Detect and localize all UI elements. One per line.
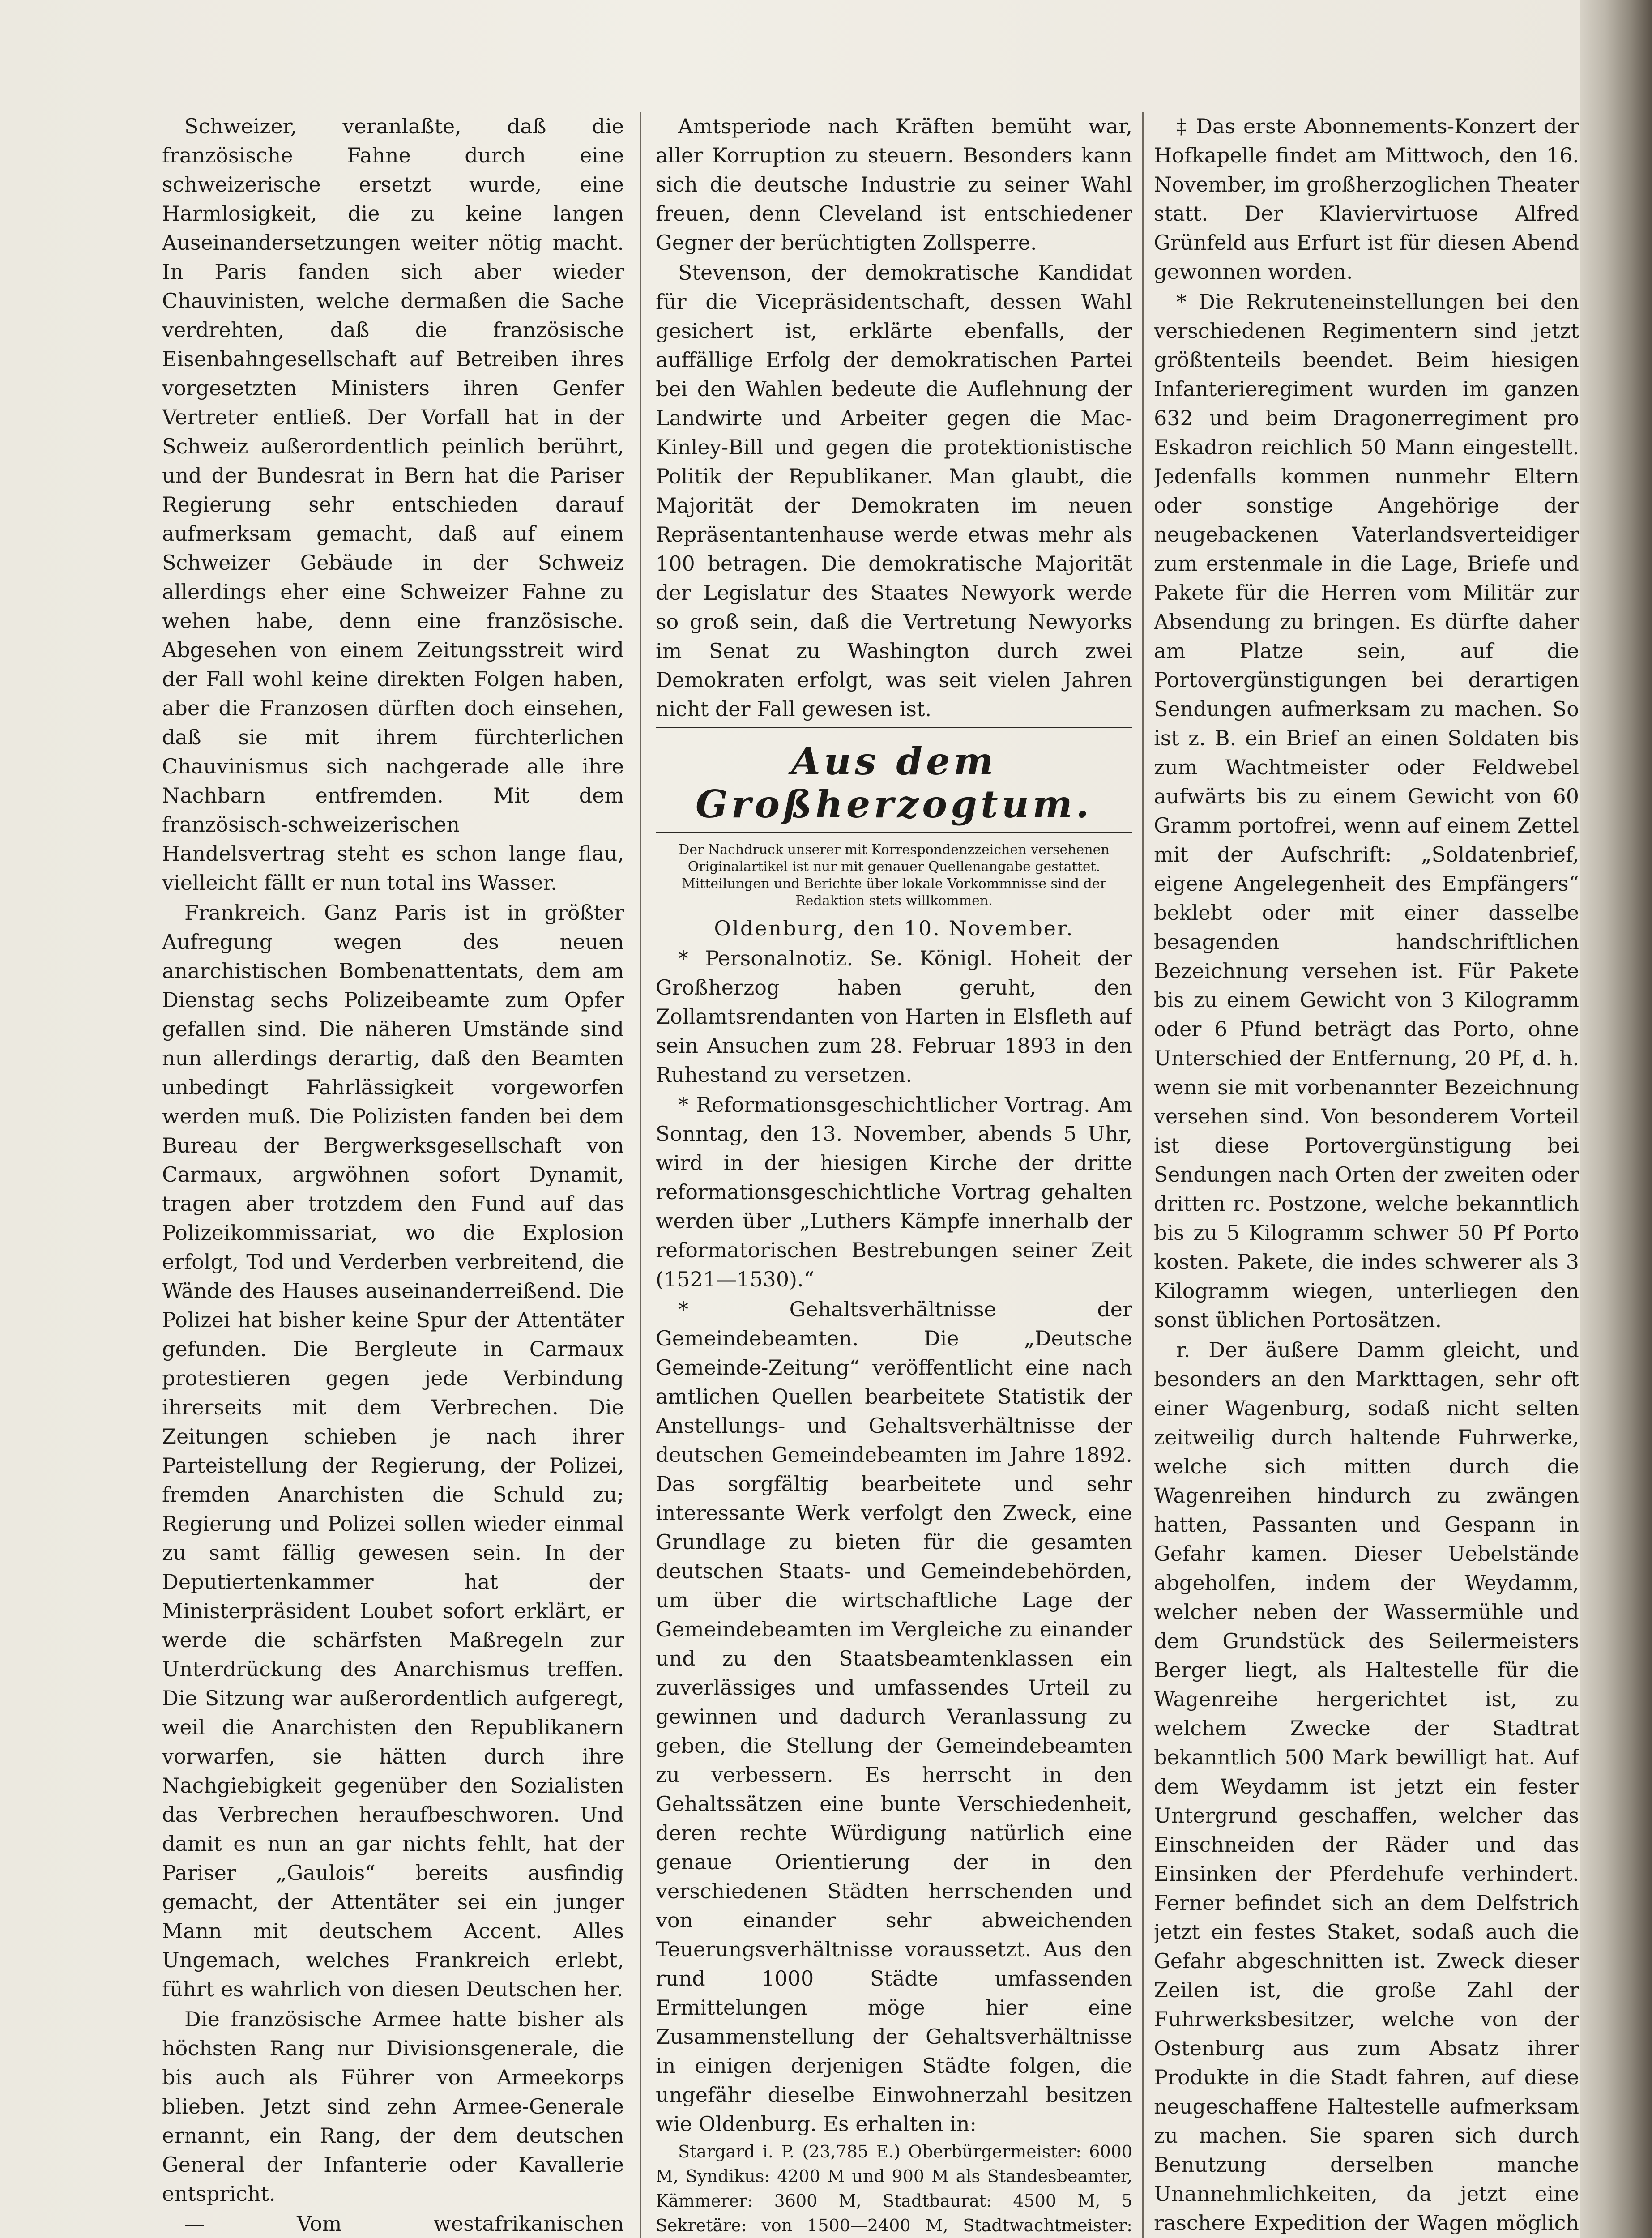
- article-paragraph: Amtsperiode nach Kräften bemüht war, aller Korruption zu steuern. Besonders kann sich die deutsche Industrie zu seiner Wahl freuen, denn Cleveland ist entschiedener Gegner der berüchtigten Zollsperre.: [656, 114, 1132, 255]
- column-middle-intro: [656, 112, 1132, 724]
- column-left: [162, 112, 624, 2238]
- column-middle-articles: [656, 944, 1132, 2139]
- article-paragraph: * Gehaltsverhältnisse der Gemeindebeamten. Die „Deutsche Gemeinde-Zeitung“ veröffentlicht eine nach amtlichen Quellen bearbeitete Statistik der Anstellungs- und Gehaltsverhältnisse der deutschen Gemeindebeamten im Jahre 1892. Das sorgfältig bearbeitete und sehr interessante Werk verfolgt den Zweck, eine Grundlage zu bieten für die gesamten deutschen Staats- und Gemeindebehörden, um über die wirtschaftliche Lage der Gemeindebeamten im Vergleiche zu einander und zu den Staatsbeamtenklassen ein zuverlässiges und umfassendes Urteil zu gewinnen und dadurch Veranlassung zu geben, die Stellung der Gemeindebeamten zu verbessern. Es herrscht in den Gehaltssätzen eine bunte Verschiedenheit, deren rechte Würdigung natürlich eine genaue Orientierung der in den verschiedenen Städten herrschenden und von einander sehr abweichenden Teuerungsverhältnisse voraussetzt. Aus den rund 1000 Städte umfassenden Ermittelungen möge hier eine Zusammenstellung der Gehaltsverhältnisse in einigen derjenigen Städte folgen, die ungefähr dieselbe Einwohnerzahl besitzen wie Oldenburg. Es erhalten in:: [656, 1297, 1132, 2136]
- column-right: [1154, 112, 1579, 2238]
- binding-gutter: [1580, 0, 1652, 2238]
- article-paragraph: ‡ Das erste Abonnements-Konzert der Hofkapelle findet am Mittwoch, den 16. November, im großherzoglichen Theater statt. Der Klaviervirtuose Alfred Grünfeld aus Erfurt ist für diesen Abend gewonnen worden.: [1154, 114, 1579, 284]
- section-title: Aus dem Großherzogtum.: [695, 739, 1093, 826]
- article-paragraph: Frankreich. Ganz Paris ist in größter Aufregung wegen des neuen anarchistischen Bombenattentats, dem am Dienstag sechs Polizeibeamte zum Opfer gefallen sind. Die näheren Umstände sind nun allerdings derartig, daß den Beamten unbedingt Fahrlässigkeit vorgeworfen werden muß. Die Polizisten fanden bei dem Bureau der Bergwerksgesellschaft von Carmaux, argwöhnen sofort Dynamit, tragen aber trotzdem den Fund auf das Polizeikommissariat, wo die Explosion erfolgt, Tod und Verderben verbreitend, die Wände des Hauses auseinanderreißend. Die Polizei hat bisher keine Spur der Attentäter gefunden. Die Bergleute in Carmaux protestieren gegen jede Verbindung ihrerseits mit dem Verbrechen. Die Zeitungen schieben je nach ihrer Parteistellung der Regierung, der Polizei, fremden Anarchisten die Schuld zu; Regierung und Polizei sollen wieder einmal zu samt fällig gewesen sein. In der Deputiertenkammer hat der Ministerpräsident Loubet sofort erklärt, er werde die schärfsten Maßregeln zur Unterdrückung des Anarchismus treffen. Die Sitzung war außerordentlich aufgeregt, weil die Anarchisten den Republikanern vorwarfen, sie hätten durch ihre Nachgiebigkeit gegenüber den Sozialisten das Verbrechen heraufbeschworen. Und damit es nun an gar nichts fehlt, hat der Pariser „Gaulois“ bereits ausfindig gemacht, der Attentäter sei ein junger Mann mit deutschem Accent. Alles Ungemach, welches Frankreich erlebt, führt es wahrlich von diesen Deutschen her.: [162, 901, 624, 2001]
- column-middle: [656, 112, 1132, 2238]
- reprint-notice: Der Nachdruck unserer mit Korrespondenzzeichen versehenen Originalartikel ist nur mit genauer Quellenangabe gestattet. Mitteilungen und Berichte über lokale Vorkommnisse sind der Redaktion stets willkommen.: [679, 842, 1110, 909]
- article-paragraph: r. Der äußere Damm gleicht, und besonders an den Markttagen, sehr oft einer Wagenburg, sodaß nicht selten zeitweilig durch haltende Fuhrwerke, welche sich mitten durch die Wagenreihen hindurch zu zwängen hatten, Passanten und Gespann in Gefahr kamen. Dieser Uebelstände abgeholfen, indem der Weydamm, welcher neben der Wassermühle und dem Grundstück des Seilermeisters Berger liegt, als Haltestelle für die Wagenreihe hergerichtet ist, zu welchem Zwecke der Stadtrat bekanntlich 500 Mark bewilligt hat. Auf dem Weydamm ist jetzt ein fester Untergrund geschaffen, welcher das Einschneiden der Räder und das Einsinken der Pferdehufe verhindert. Ferner befindet sich an dem Delfstrich jetzt ein festes Staket, sodaß auch die Gefahr abgeschnitten ist. Zweck dieser Zeilen ist, die große Zahl der Fuhrwerksbesitzer, welche von der Ostenburg aus zum Absatz ihrer Produkte in die Stadt fahren, auf diese neugeschaffene Haltestelle aufmerksam zu machen. Sie sparen sich durch Benutzung derselben manche Unannehmlichkeiten, da jetzt eine raschere Expedition der Wagen möglich: [1154, 1338, 1579, 2235]
- column-rule: [1142, 112, 1144, 2238]
- section-banner: [656, 726, 1132, 833]
- dateline: Oldenburg, den 10. November.: [714, 916, 1074, 940]
- article-paragraph: * Reformationsgeschichtlicher Vortrag. Am Sonntag, den 13. November, abends 5 Uhr, wird in der hiesigen Kirche der dritte reformationsgeschichtliche Vortrag gehalten werden über „Luthers Kämpfe innerhalb der reformatorischen Bestrebungen seiner Zeit (1521—1530).“: [656, 1093, 1132, 1291]
- salary-list: [656, 2140, 1132, 2238]
- article-paragraph: Die französische Armee hatte bisher als höchsten Rang nur Divisionsgenerale, die bis auch als Führer von Armeekorps blieben. Jetzt sind zehn Armee-Generale ernannt, ein Rang, der dem deutschen General der Infanterie oder Kavallerie entspricht.: [162, 2007, 624, 2206]
- article-paragraph: — Vom westafrikanischen: [184, 2212, 624, 2236]
- article-paragraph: * Personalnotiz. Se. Königl. Hoheit der Großherzog haben geruht, den Zollamtsrendanten von Harten in Elsfleth auf sein Ansuchen zum 28. Februar 1893 in den Ruhestand zu versetzen.: [656, 946, 1132, 1087]
- column-rule: [640, 112, 641, 2238]
- article-paragraph: Schweizer, veranlaßte, daß die französische Fahne durch eine schweizerische ersetzt wurde, eine Harmlosigkeit, die zu keine langen Auseinandersetzungen weiter nötig macht. In Paris fanden sich aber wieder Chauvinisten, welche dermaßen die Sache verdrehten, daß die französische Eisenbahngesellschaft auf Betreiben ihres vorgesetzten Ministers ihren Genfer Vertreter entließ. Der Vorfall hat in der Schweiz außerordentlich peinlich berührt, und der Bundesrat in Bern hat die Pariser Regierung sehr entschieden darauf aufmerksam gemacht, daß auf einem Schweizer Gebäude in der Schweiz allerdings eher eine Schweizer Fahne zu wehen habe, denn eine französische. Abgesehen von einem Zeitungsstreit wird der Fall wohl keine direkten Folgen haben, aber die Franzosen dürften doch einsehen, daß sie mit ihrem fürchterlichen Chauvinismus sich nachgerade alle ihre Nachbarn entfremden. Mit dem französisch-schweizerischen Handelsvertrag steht es schon lange flau, vielleicht fällt er nun total ins Wasser.: [162, 114, 624, 895]
- article-paragraph: * Die Rekruteneinstellungen bei den verschiedenen Regimentern sind jetzt größtenteils beendet. Beim hiesigen Infanterieregiment wurden im ganzen 632 und beim Dragonerregiment pro Eskadron reichlich 50 Mann eingestellt. Jedenfalls kommen nunmehr Eltern oder sonstige Angehörige der neugebackenen Vaterlandsverteidiger zum erstenmale in die Lage, Briefe und Pakete für die Herren vom Militär zur Absendung zu bringen. Es dürfte daher am Platze sein, auf die Portovergünstigungen bei derartigen Sendungen aufmerksam zu machen. So ist z. B. ein Brief an einen Soldaten bis zum Wachtmeister oder Feldwebel aufwärts bis zu einem Gewicht von 60 Gramm portofrei, wenn auf einem Zettel mit der Aufschrift: „Soldatenbrief, eigene Angelegenheit des Empfängers“ beklebt oder mit einer dasselbe besagenden handschriftlichen Bezeichnung versehen ist. Für Pakete bis zu einem Gewicht von 3 Kilogramm oder 6 Pfund beträgt das Porto, ohne Unterschied der Entfernung, 20 Pf, d. h. wenn sie mit vorbenannter Bezeichnung versehen sind. Von besonderem Vorteil ist diese Portovergünstigung bei Sendungen nach Orten der zweiten oder dritten rc. Postzone, welche bekanntlich bis zu 5 Kilogramm schwer 50 Pf Porto kosten. Pakete, die indes schwerer als 3 Kilogramm wiegen, unterliegen den sonst üblichen Portosätzen.: [1154, 290, 1579, 1332]
- article-paragraph: Stargard i. P. (23,785 E.) Oberbürgermeister: 6000 M, Syndikus: 4200 M und 900 M als Standesbeamter, Kämmerer: 3600 M, Stadtbaurat: 4500 M, 5 Sekretäre: von 1500—2400 M, Stadtwachtmeister:: [656, 2142, 1132, 2235]
- article-paragraph: Stevenson, der demokratische Kandidat für die Vicepräsidentschaft, dessen Wahl gesichert ist, erklärte ebenfalls, der auffällige Erfolg der demokratischen Partei bei den Wahlen bedeute die Auflehnung der Landwirte und Arbeiter gegen die Mac-Kinley-Bill und gegen die protektionistische Politik der Republikaner. Man glaubt, die Majorität der Demokraten im neuen Repräsentantenhause werde etwas mehr als 100 betragen. Die demokratische Majorität der Legislatur des Staates Newyork werde so groß sein, daß die Vertretung Newyorks im Senat zu Washington durch zwei Demokraten erfolgt, was seit vielen Jahren nicht der Fall gewesen ist.: [656, 261, 1132, 721]
